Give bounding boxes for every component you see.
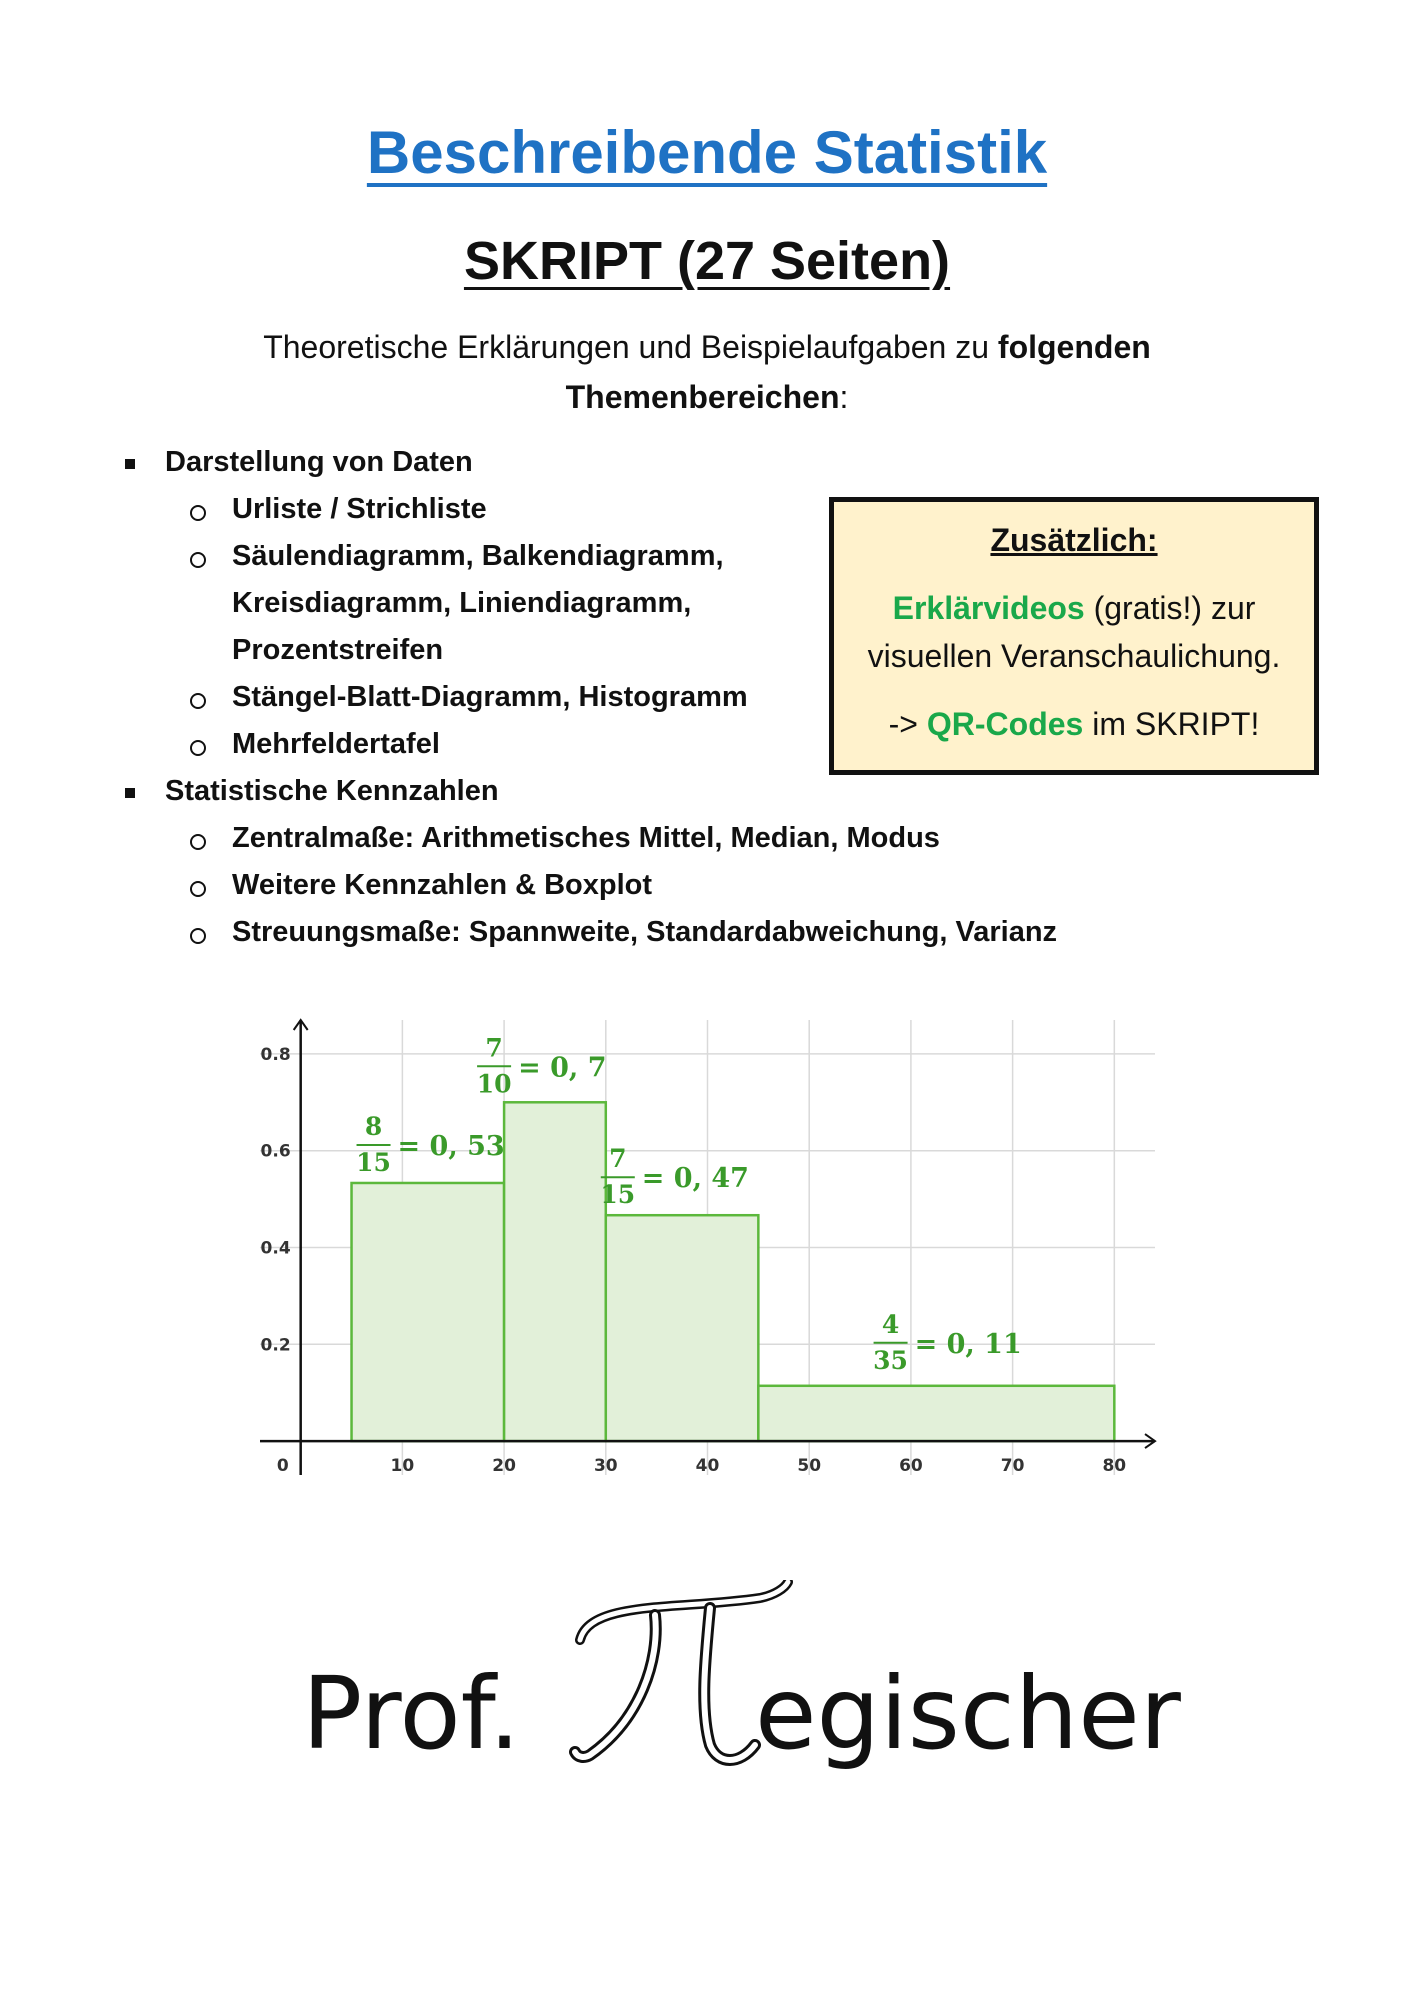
extra-box-line2: visuellen Veranschaulichung. [867,638,1281,674]
data-label-value: = 0, 47 [641,1163,749,1195]
data-label-denominator: 15 [600,1180,636,1210]
qr-codes-label: QR-Codes [926,706,1084,742]
data-label-value: = 0, 53 [397,1130,505,1162]
x-tick-label: 40 [695,1456,720,1477]
subtopic-label: Zentralmaße: Arithmetisches Mittel, Median, Modus [232,822,940,854]
intro-end: : [839,379,849,415]
y-tick-label: 0.4 [260,1238,291,1259]
intro-bold2: Themenbereichen [565,379,840,415]
extra-box-title: Zusätzlich: [990,522,1158,558]
subtopic-label: Streuungsmaße: Spannweite, Standardabweichung, Varianz [232,916,1058,948]
data-label [477,1033,607,1098]
data-label-numerator: 7 [485,1033,503,1063]
subtopic-label: Prozentstreifen [232,634,444,666]
histogram-bar [352,1183,505,1441]
page-title: Beschreibende Statistik [366,119,1048,186]
x-tick-label: 10 [390,1456,415,1477]
y-tick-label: 0.2 [260,1335,291,1356]
logo [0,1560,1414,1780]
subtopic-label: Weitere Kennzahlen & Boxplot [232,869,653,901]
x-tick-label: 60 [899,1456,923,1477]
data-label-numerator: 7 [609,1144,627,1174]
data-label-numerator: 4 [881,1309,900,1339]
extra-line3-rest: im SKRIPT! [1083,706,1260,742]
extra-line1-rest: (gratis!) zur [1084,590,1256,626]
intro-part1: Theoretische Erklärungen und Beispielaufgaben zu [263,329,998,365]
data-label-value: = 0, 7 [518,1052,607,1084]
histogram-bar [606,1215,759,1441]
subtopic-label: Mehrfeldertafel [232,728,440,760]
data-label [600,1144,749,1209]
data-label-value: = 0, 11 [914,1328,1022,1360]
origin-label: 0 [276,1456,289,1477]
x-tick-label: 50 [797,1456,822,1477]
x-tick-label: 20 [492,1456,516,1477]
intro-bold1: folgenden [997,329,1151,365]
extra-videos-label: Erklärvideos [892,590,1085,626]
topic-label: Statistische Kennzahlen [165,775,499,807]
histogram-bar [758,1386,1114,1441]
subtopic-label: Kreisdiagramm, Liniendiagramm, [232,587,692,619]
data-label-denominator: 10 [476,1069,512,1099]
x-tick-label: 80 [1102,1456,1127,1477]
y-tick-label: 0.6 [260,1141,291,1162]
x-tick-label: 30 [593,1456,618,1477]
subtopic-label: Säulendiagramm, Balkendiagramm, [232,540,724,572]
page-subtitle: SKRIPT (27 Seiten) [463,231,951,291]
data-label [873,1310,1022,1375]
data-label-numerator: 8 [364,1111,383,1141]
histogram-bar [504,1102,606,1441]
y-tick-label: 0.8 [260,1044,291,1065]
logo-prefix: Prof. [302,1655,521,1772]
x-tick-label: 70 [1000,1456,1025,1477]
data-label-denominator: 15 [356,1147,391,1177]
logo-suffix: egischer [755,1655,1181,1772]
data-label [356,1112,505,1177]
subtopic-label: Stängel-Blatt-Diagramm, Histogramm [232,681,748,713]
topic-label: Darstellung von Daten [165,446,473,478]
extra-line3-prefix: -> [888,706,927,742]
subtopic-label: Urliste / Strichliste [232,493,487,525]
data-label-denominator: 35 [873,1345,908,1375]
